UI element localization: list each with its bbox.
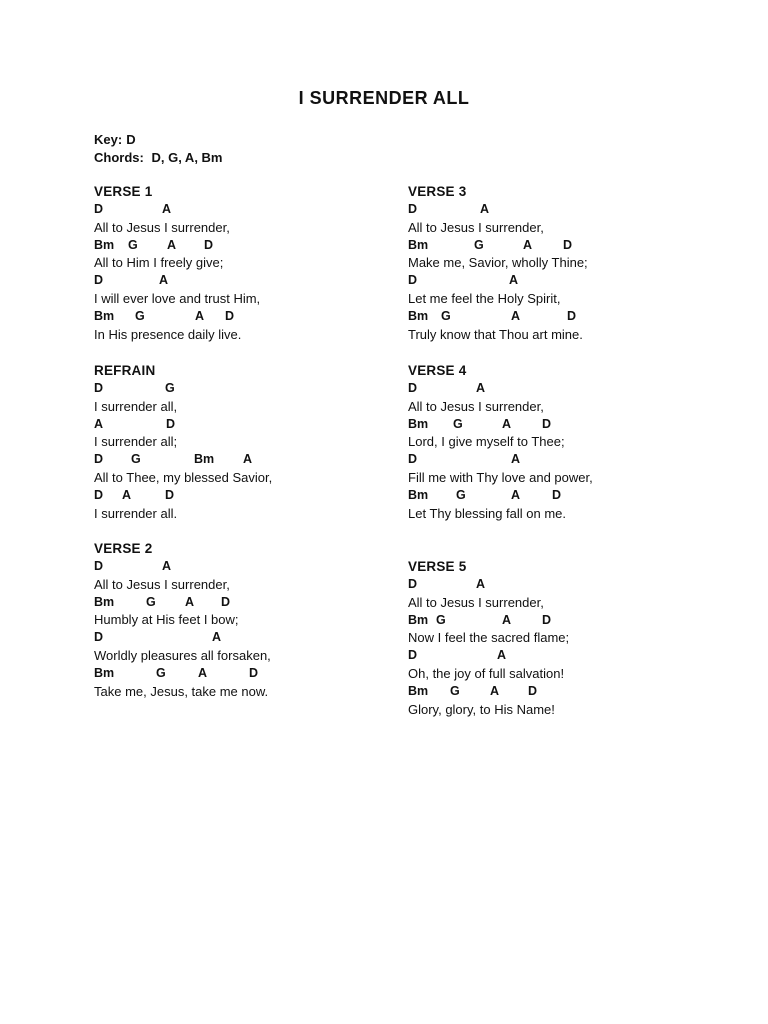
lyric-line: I surrender all.: [94, 505, 178, 521]
lyric-line: I surrender all,: [94, 398, 178, 414]
lyric-line: Fill me with Thy love and power,: [408, 469, 593, 485]
lyric-line: All to Jesus I surrender,: [94, 576, 230, 592]
section-body: [408, 201, 708, 343]
chord: G: [474, 237, 484, 252]
chord: D: [408, 452, 418, 467]
verse-3-section: [408, 183, 708, 343]
chord: Bm: [408, 683, 429, 698]
chord: A: [122, 487, 132, 502]
section-heading: VERSE 5: [408, 559, 467, 574]
key-value: D: [126, 132, 136, 147]
lyric-line: Truly know that Thou art mine.: [408, 326, 583, 342]
key-line: [94, 131, 223, 149]
section-heading: VERSE 2: [94, 541, 153, 556]
chords-value: D, G, A, Bm: [151, 150, 223, 165]
lyric-line: All to Jesus I surrender,: [408, 594, 544, 610]
chord: D: [528, 683, 538, 698]
song-meta: [94, 131, 223, 167]
verse-4-section: [408, 362, 708, 522]
chord-row: [94, 416, 394, 434]
chord-row: [408, 272, 708, 290]
chord-row: [408, 683, 708, 701]
chord: G: [131, 452, 141, 467]
lyric-line: Oh, the joy of full salvation!: [408, 665, 565, 681]
chord: G: [165, 381, 175, 395]
chord-row: [94, 629, 394, 647]
chord-row: [94, 594, 394, 612]
verse-5-section: [408, 558, 708, 718]
chord: G: [135, 308, 145, 323]
section-body: [408, 576, 708, 718]
chord: Bm: [194, 452, 215, 467]
chord: Bm: [408, 612, 429, 627]
chord: A: [502, 416, 512, 431]
chord: D: [94, 273, 104, 288]
chord-row: [94, 237, 394, 255]
chord-row: [408, 416, 708, 434]
section-heading: REFRAIN: [94, 363, 156, 378]
chord: A: [511, 487, 521, 502]
verse-2-section: [94, 540, 394, 700]
chord: A: [159, 273, 169, 288]
chord: A: [167, 237, 177, 252]
lyric-line: Take me, Jesus, take me now.: [94, 683, 269, 699]
chord: A: [476, 381, 486, 395]
chord: Bm: [94, 308, 115, 323]
chord: G: [146, 594, 156, 609]
chord: D: [94, 381, 104, 395]
chord: G: [156, 665, 166, 680]
chord: D: [94, 630, 104, 645]
chord: G: [436, 612, 446, 627]
chord-row: [94, 665, 394, 683]
chord: A: [523, 237, 533, 252]
chords-line: [94, 149, 223, 167]
chord-row: [408, 237, 708, 255]
chord: D: [94, 202, 104, 216]
chord: G: [456, 487, 466, 502]
lyric-line: I surrender all;: [94, 434, 178, 450]
chord: Bm: [408, 416, 429, 431]
lyric-line: Let Thy blessing fall on me.: [408, 505, 567, 521]
chord: A: [511, 308, 521, 323]
chord: A: [162, 559, 172, 573]
section-body: [94, 558, 394, 700]
chord-row: [408, 487, 708, 505]
chord: Bm: [94, 594, 115, 609]
chord: D: [94, 487, 104, 502]
chord: Bm: [408, 237, 429, 252]
chord: D: [225, 308, 235, 323]
lyric-line: All to Jesus I surrender,: [408, 398, 544, 414]
chord: G: [450, 683, 460, 698]
chord: A: [502, 612, 512, 627]
verse-1-section: [94, 183, 394, 343]
chord-row: [408, 612, 708, 630]
chord: A: [511, 452, 521, 467]
section-body: [94, 201, 394, 343]
chord: D: [249, 665, 259, 680]
chord: G: [453, 416, 463, 431]
lyric-line: Humbly at His feet I bow;: [94, 612, 239, 628]
chord-row: [94, 201, 394, 219]
chord-row: [408, 201, 708, 219]
chord: A: [243, 452, 253, 467]
chord: A: [497, 648, 507, 663]
chord: D: [408, 202, 418, 216]
chord-row: [408, 451, 708, 469]
chord: D: [204, 237, 214, 252]
chord: D: [567, 308, 577, 323]
chord: A: [509, 273, 519, 288]
lyric-line: All to Him I freely give;: [94, 255, 224, 271]
chords-label: Chords:: [94, 150, 144, 165]
chord: D: [408, 648, 418, 663]
lyric-line: All to Jesus I surrender,: [408, 219, 544, 235]
chord: D: [542, 612, 552, 627]
section-heading: VERSE 4: [408, 363, 467, 378]
chord: Bm: [408, 308, 429, 323]
chord: Bm: [94, 665, 115, 680]
chord-row: [94, 558, 394, 576]
chord: A: [212, 630, 222, 645]
song-title: I SURRENDER ALL: [298, 88, 470, 108]
section-body: [94, 380, 394, 522]
chord-row: [408, 647, 708, 665]
chord: D: [221, 594, 231, 609]
chord: A: [185, 594, 195, 609]
section-body: [408, 380, 708, 522]
chord: A: [198, 665, 208, 680]
chord-row: [408, 576, 708, 594]
chord: Bm: [408, 487, 429, 502]
lyric-line: I will ever love and trust Him,: [94, 290, 261, 306]
chord: D: [408, 381, 418, 395]
chord: G: [441, 308, 451, 323]
chord: A: [94, 416, 104, 431]
chord: A: [480, 202, 490, 216]
chord-row: [94, 272, 394, 290]
chord: G: [128, 237, 138, 252]
chord: D: [563, 237, 573, 252]
chord-row: [408, 380, 708, 398]
lyric-line: Let me feel the Holy Spirit,: [408, 290, 561, 306]
lyric-line: Lord, I give myself to Thee;: [408, 434, 565, 450]
section-heading: VERSE 3: [408, 184, 467, 199]
lyric-line: Make me, Savior, wholly Thine;: [408, 255, 588, 271]
key-label: Key:: [94, 132, 123, 147]
chord: D: [552, 487, 562, 502]
lyric-line: In His presence daily live.: [94, 326, 242, 342]
lyric-line: Glory, glory, to His Name!: [408, 701, 555, 717]
chord: A: [195, 308, 205, 323]
chord-row: [94, 380, 394, 398]
chord: D: [165, 487, 175, 502]
chord: D: [408, 273, 418, 288]
chord: A: [162, 202, 172, 216]
lyric-line: Now I feel the sacred flame;: [408, 630, 570, 646]
chord: D: [166, 416, 176, 431]
lyric-line: All to Jesus I surrender,: [94, 219, 230, 235]
chord-row: [94, 308, 394, 326]
chord: A: [490, 683, 500, 698]
chord: Bm: [94, 237, 115, 252]
section-heading: VERSE 1: [94, 184, 153, 199]
chord: D: [94, 559, 104, 573]
lyric-line: All to Thee, my blessed Savior,: [94, 469, 273, 485]
chord: D: [94, 452, 104, 467]
chord: D: [408, 577, 418, 591]
chord-row: [94, 487, 394, 505]
chord-row: [94, 451, 394, 469]
chord: D: [542, 416, 552, 431]
chord: A: [476, 577, 486, 591]
lyric-line: Worldly pleasures all forsaken,: [94, 647, 271, 663]
refrain-section: [94, 362, 394, 522]
chord-row: [408, 308, 708, 326]
